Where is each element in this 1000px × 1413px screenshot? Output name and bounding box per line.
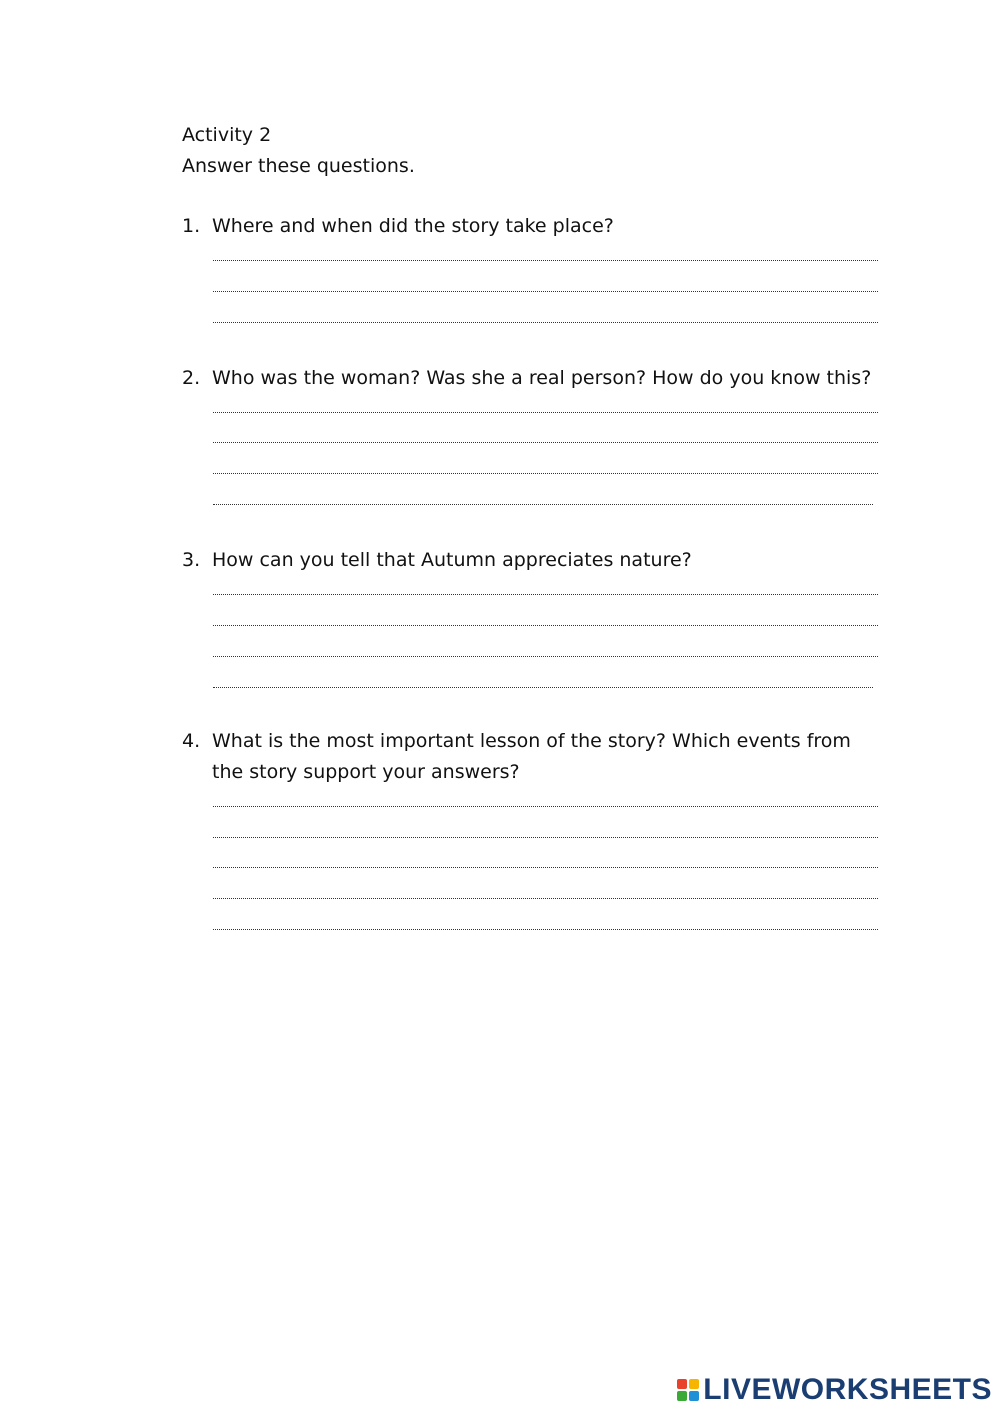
answer-line[interactable] (213, 929, 878, 930)
question-number: 3. (182, 549, 201, 571)
logo-block (689, 1391, 699, 1401)
answer-line[interactable] (213, 837, 878, 838)
question-number: 2. (182, 367, 201, 389)
question-text: How can you tell that Autumn appreciates nature? (212, 549, 692, 571)
answer-line[interactable] (213, 867, 878, 868)
activity-instruction: Answer these questions. (182, 155, 415, 177)
question-number: 1. (182, 215, 201, 237)
activity-title: Activity 2 (182, 124, 272, 146)
answer-line[interactable] (213, 594, 878, 595)
answer-line[interactable] (213, 473, 878, 474)
logo-text: LIVEWORKSHEETS (703, 1373, 992, 1406)
question-text: Who was the woman? Was she a real person? How do you know this? (212, 367, 872, 389)
answer-line[interactable] (213, 412, 878, 413)
answer-line[interactable] (213, 687, 873, 688)
answer-line[interactable] (213, 806, 878, 807)
logo-block (677, 1379, 687, 1389)
liveworksheets-logo (677, 1373, 992, 1407)
answer-line[interactable] (213, 260, 878, 261)
answer-line[interactable] (213, 898, 878, 899)
question-text: Where and when did the story take place? (212, 215, 614, 237)
logo-blocks-icon (677, 1379, 699, 1401)
answer-line[interactable] (213, 504, 873, 505)
question-number: 4. (182, 730, 201, 752)
logo-block (689, 1379, 699, 1389)
logo-block (677, 1391, 687, 1401)
answer-line[interactable] (213, 625, 878, 626)
answer-line[interactable] (213, 322, 878, 323)
answer-line[interactable] (213, 656, 878, 657)
question-text: What is the most important lesson of the story? Which events from the story support your answers? (212, 730, 851, 783)
answer-line[interactable] (213, 291, 878, 292)
answer-line[interactable] (213, 442, 878, 443)
